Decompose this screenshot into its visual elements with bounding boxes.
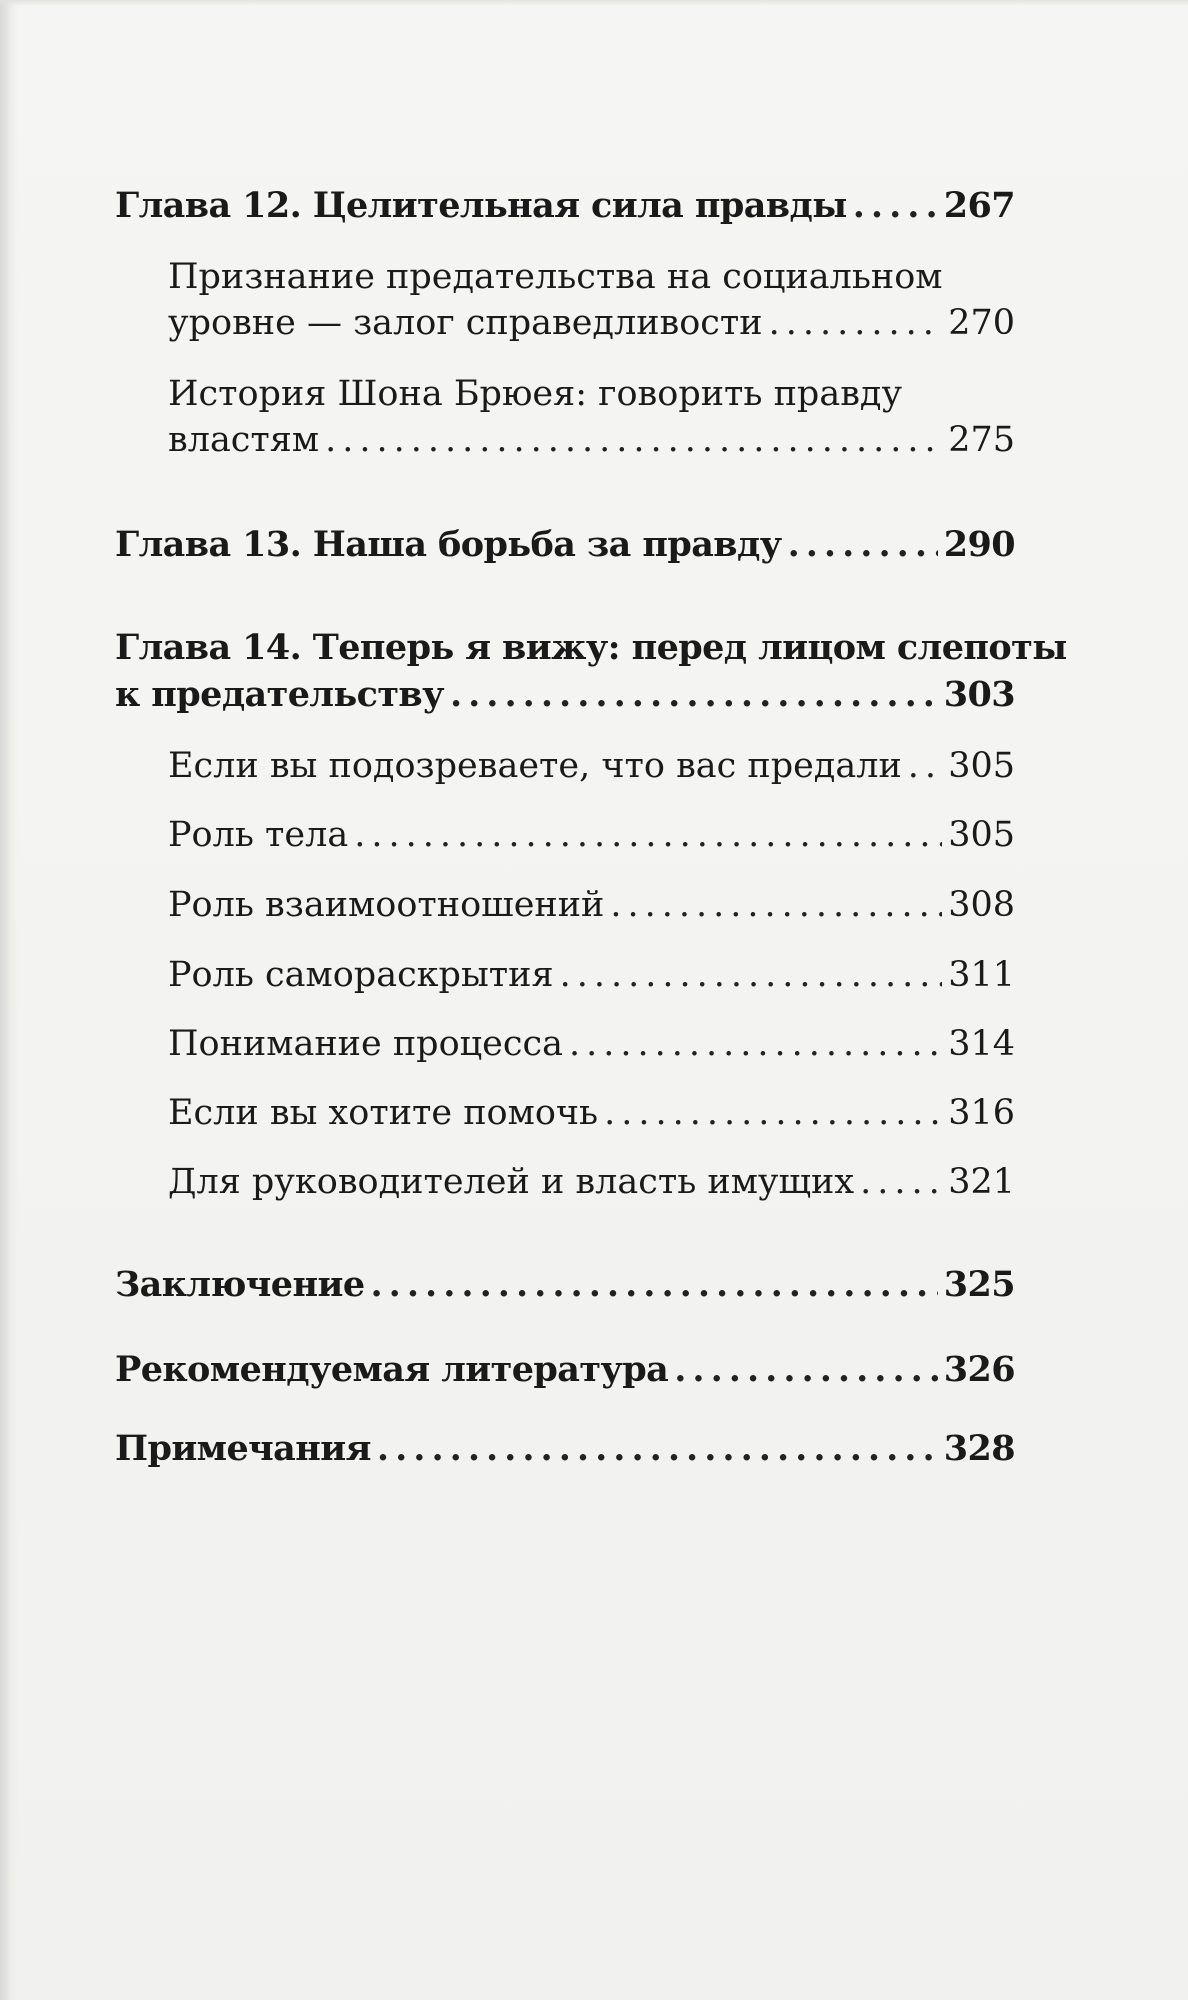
toc-entry-title: уровне — залог справедливости — [168, 303, 763, 343]
dot-leader — [610, 884, 942, 926]
toc-entry-page: 303 — [943, 674, 1015, 715]
toc-entry-chapter-12[interactable] — [115, 185, 1015, 227]
toc-entry-title: властям — [168, 420, 320, 460]
toc-subentry-body-role[interactable] — [168, 814, 1015, 856]
toc-entry-page: 267 — [943, 185, 1015, 226]
toc-entry-title: Роль взаимоотношений — [168, 885, 605, 925]
toc-entry-title: Роль тела — [168, 815, 349, 855]
toc-entry-title: Глава 12. Целительная сила правды — [115, 185, 847, 226]
toc-entry-page: 321 — [948, 1162, 1015, 1202]
dot-leader — [325, 419, 942, 461]
toc-entry-page: 305 — [948, 746, 1015, 786]
toc-entry-page: 326 — [943, 1349, 1015, 1390]
toc-entry-title: Заключение — [115, 1264, 365, 1305]
toc-entry-page: 305 — [948, 815, 1015, 855]
toc-subentry-line: Признание предательства на социальном — [168, 257, 943, 297]
toc-entry-page: 311 — [948, 955, 1015, 995]
dot-leader — [377, 1428, 938, 1470]
toc-subentry-social-betrayal[interactable] — [168, 302, 1015, 344]
page-top-shadow — [0, 0, 1188, 6]
dot-leader — [769, 302, 943, 344]
toc-subentry-sean-bruyea[interactable] — [168, 419, 1015, 461]
toc-subentry-understanding-process[interactable] — [168, 1023, 1015, 1065]
toc-entry-notes[interactable] — [115, 1428, 1015, 1470]
toc-entry-title: Рекомендуемая литература — [115, 1349, 669, 1390]
toc-entry-title: Роль самораскрытия — [168, 955, 554, 995]
toc-entry-title: Для руководителей и власть имущих — [168, 1162, 855, 1202]
toc-entry-title: Если вы подозреваете, что вас предали — [168, 746, 902, 786]
toc-subentry-relationships-role[interactable] — [168, 884, 1015, 926]
toc-subentry-want-to-help[interactable] — [168, 1092, 1015, 1134]
toc-entry-title: Понимание процесса — [168, 1024, 563, 1064]
toc-subentry-suspect-betrayal[interactable] — [168, 745, 1015, 787]
toc-entry-title: Если вы хотите помочь — [168, 1093, 599, 1133]
toc-entry-chapter-14[interactable] — [115, 674, 1015, 716]
toc-entry-title: Примечания — [115, 1428, 371, 1469]
dot-leader — [371, 1264, 938, 1306]
dot-leader — [604, 1092, 942, 1134]
dot-leader — [860, 1161, 942, 1203]
toc-entry-page: 275 — [948, 420, 1015, 460]
toc-entry-page: 325 — [943, 1264, 1015, 1305]
toc-entry-page: 270 — [948, 303, 1015, 343]
dot-leader — [908, 745, 942, 787]
toc-subentry-leaders[interactable] — [168, 1161, 1015, 1203]
toc-entry-line: Глава 14. Теперь я вижу: перед лицом слепоты — [115, 627, 1067, 668]
toc-entry-conclusion[interactable] — [115, 1264, 1015, 1306]
page-edge-shadow — [0, 0, 18, 2000]
dot-leader — [354, 814, 942, 856]
dot-leader — [560, 954, 943, 996]
toc-entry-page: 316 — [948, 1093, 1015, 1133]
toc-entry-chapter-13[interactable] — [115, 524, 1015, 566]
toc-entry-page: 290 — [943, 524, 1015, 565]
toc-entry-page: 308 — [948, 885, 1015, 925]
toc-entry-page: 314 — [948, 1024, 1015, 1064]
toc-subentry-self-disclosure-role[interactable] — [168, 954, 1015, 996]
dot-leader — [569, 1023, 942, 1065]
dot-leader — [853, 185, 938, 227]
toc-entry-literature[interactable] — [115, 1349, 1015, 1391]
toc-subentry-line: История Шона Брюея: говорить правду — [168, 374, 903, 414]
dot-leader — [788, 524, 938, 566]
toc-entry-title: Глава 13. Наша борьба за правду — [115, 524, 782, 565]
toc-entry-title: к предательству — [115, 674, 444, 715]
toc-entry-page: 328 — [943, 1428, 1015, 1469]
dot-leader — [450, 674, 938, 716]
dot-leader — [674, 1349, 938, 1391]
